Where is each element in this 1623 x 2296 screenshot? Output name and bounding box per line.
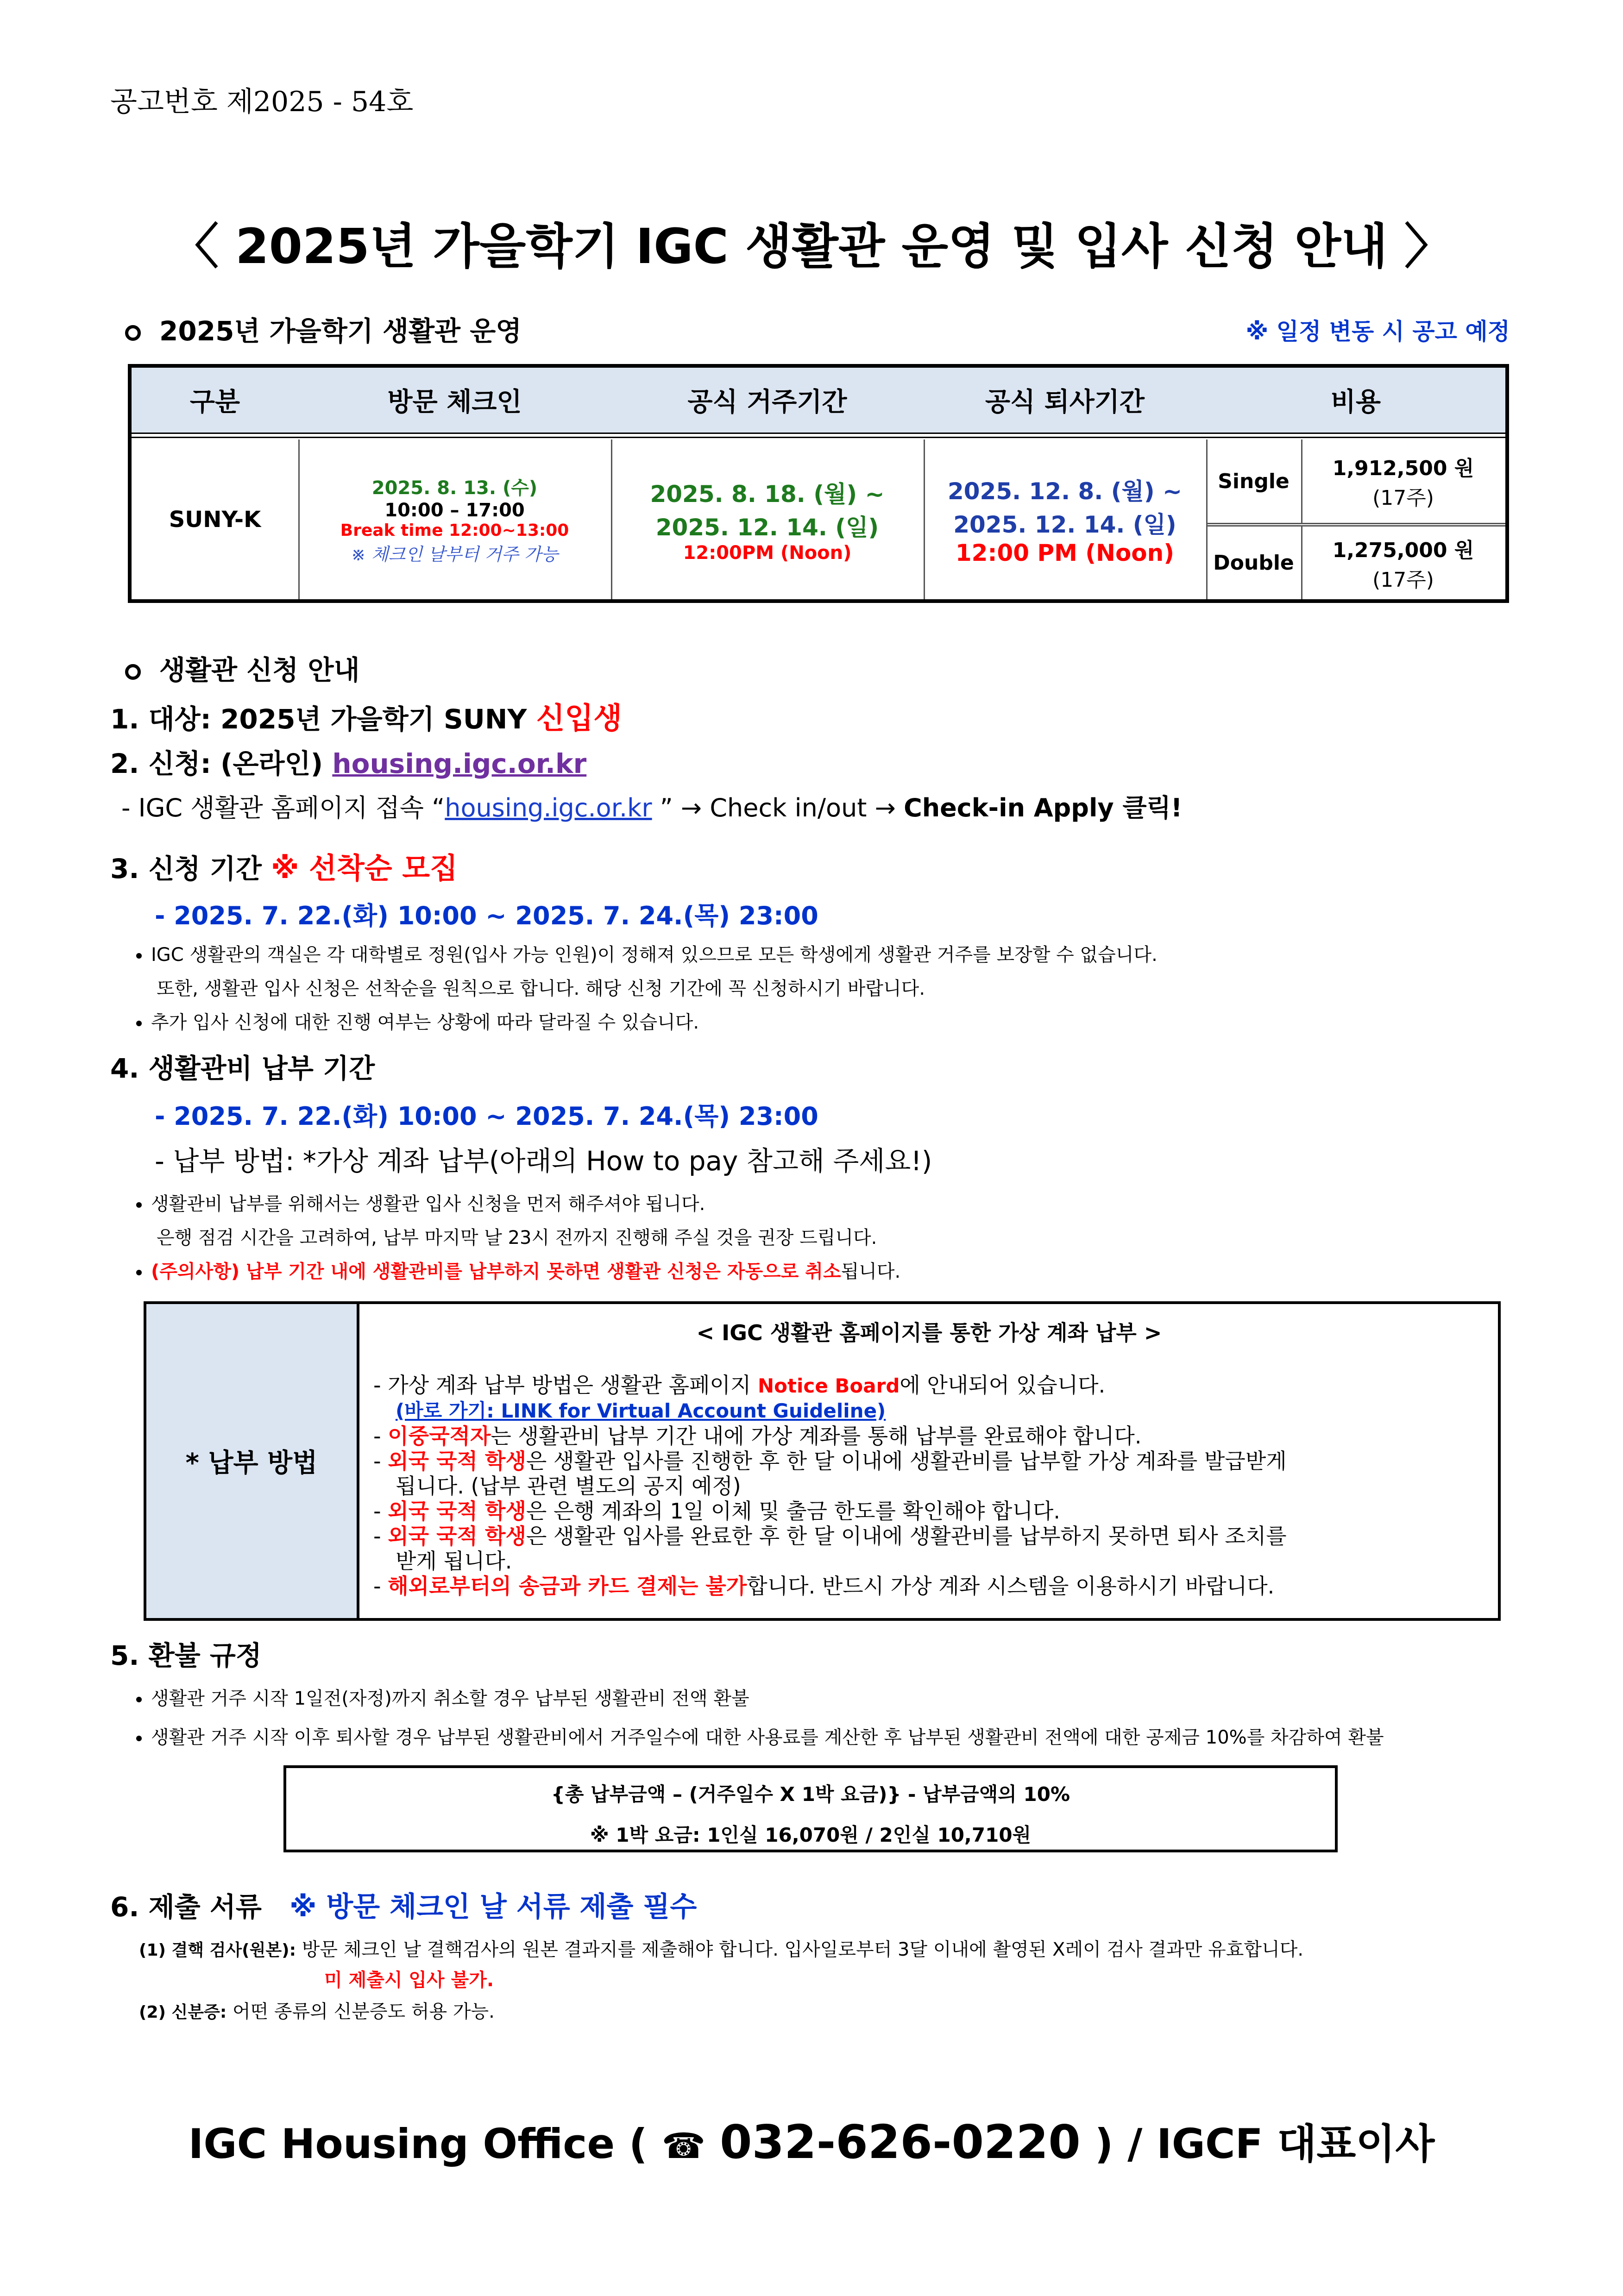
stay-time: 12:00PM (Noon) [683,542,852,564]
application-steps: - IGC 생활관 홈페이지 접속 “housing.igc.or.kr ” → Check in/out → Check-in Apply 클릭! [121,793,1183,822]
checkout-time: 12:00 PM (Noon) [955,539,1175,566]
item-application: 2. 신청: (온라인) housing.igc.or.kr [110,748,587,779]
payment-period: - 2025. 7. 22.(화) 10:00 ~ 2025. 7. 24.(목) 23:00 [155,1102,818,1131]
payment-box-label: * 납부 방법 [146,1304,359,1618]
phone-number: 032-626-0220 [719,2115,1081,2169]
payment-line-6-cont: 받게 됩니다. [396,1549,512,1574]
page-title: 〈 2025년 가을학기 IGC 생활관 운영 및 입사 신청 안내 〉 [170,218,1453,275]
item-refund: 5. 환불 규정 [110,1640,262,1671]
checkin-cell [298,439,612,599]
refund-rule-1: 생활관 거주 시작 1일전(자정)까지 취소할 경우 납부된 생활관비 전액 환불 [136,1684,749,1710]
footer-contact: IGC Housing Office ( ☎ 032-626-0220 ) / IGCF 대표이사 [188,2115,1435,2169]
payment-line-4-cont: 됩니다. (납부 관련 별도의 공지 예정) [396,1474,741,1499]
payment-line-1: - 가상 계좌 납부 방법은 생활관 홈페이지 Notice Board에 안내되어 있습니다. [373,1373,1106,1398]
housing-link-inline[interactable]: housing.igc.or.kr [445,793,652,822]
refund-rule-2: 생활관 거주 시작 이후 퇴사할 경우 납부된 생활관비에서 거주일수에 대한 사용료를 계산한 후 납부된 생활관비 전액에 대한 공제금 10%를 차감하여 환불 [136,1723,1384,1749]
period-note-1-cont: 또한, 생활관 입사 신청은 선착순을 원칙으로 합니다. 해당 신청 기간에 꼭 신청하시기 바랍니다. [157,978,925,999]
notice-number: 공고번호 제2025 - 54호 [110,86,414,118]
doc-tb-warning: 미 제출시 입사 불가. [324,1970,494,1991]
cost-cell [1206,439,1505,599]
refund-formula-box [283,1765,1338,1852]
room-type-single: Single [1206,439,1302,523]
schedule-change-note: ※ 일정 변동 시 공고 예정 [1246,318,1510,345]
circle-bullet-icon [125,664,141,680]
circle-bullet-icon [125,325,141,341]
payment-line-7: - 해외로부터의 송금과 카드 결제는 불가합니다. 반드시 가상 계좌 시스템을 이용하시기 바랍니다. [373,1574,1275,1599]
payment-box-title: < IGC 생활관 홈페이지를 통한 가상 계좌 납부 > [696,1320,1162,1345]
item-target: 1. 대상: 2025년 가을학기 SUNY 신입생 [110,702,623,736]
schedule-table [128,364,1509,603]
checkin-date: 2025. 8. 13. (수) [371,477,538,499]
payment-method: - 납부 방법: *가상 계좌 납부(아래의 How to pay 참고해 주세요!) [155,1145,932,1177]
room-type-double: Double [1206,527,1302,599]
section-heading-operation: 2025년 가을학기 생활관 운영 [125,309,522,348]
table-header-checkin: 방문 체크인 [298,368,612,433]
stay-end: 2025. 12. 14. (일) [655,514,879,541]
payment-line-5: - 외국 국적 학생은 은행 계좌의 1일 이체 및 출금 한도를 확인해야 합니다. [373,1499,1060,1524]
item-documents: 6. 제출 서류 ※ 방문 체크인 날 서류 제출 필수 [110,1891,697,1923]
table-header-stay: 공식 거주기간 [611,368,925,433]
period-note-1: IGC 생활관의 객실은 각 대학별로 정원(입사 가능 인원)이 정해져 있으므로 모든 학생에게 생활관 거주를 보장할 수 없습니다. [136,940,1157,966]
stay-cell [611,439,925,599]
payment-box-body [373,1373,1494,1599]
payment-note-1-cont: 은행 점검 시간을 고려하여, 납부 마지막 날 23시 전까지 진행해 주실 것을 권장 드립니다. [157,1227,877,1248]
header-divider [132,433,1505,438]
phone-icon: ☎ [661,2125,706,2166]
doc-id: (2) 신분증: 어떤 종류의 신분증도 허용 가능. [139,2001,495,2022]
payment-caution: (주의사항) 납부 기간 내에 생활관비를 납부하지 못하면 생활관 신청은 자동으로 취소됩니다. [136,1257,900,1283]
period-note-2: 추가 입사 신청에 대한 진행 여부는 상황에 따라 달라질 수 있습니다. [136,1008,699,1034]
doc-tb-test: (1) 결핵 검사(원본): 방문 체크인 날 결핵검사의 원본 결과지를 제출해야 합니다. 입사일로부터 3달 이내에 촬영된 X레이 검사 결과만 유효합니다. [139,1939,1304,1960]
item-period: 3. 신청 기간 ※ 선착순 모집 [110,851,458,885]
double-weeks: (17주) [1372,568,1434,592]
payment-method-box [144,1301,1501,1621]
payment-line-4: - 외국 국적 학생은 생활관 입사를 진행한 후 한 달 이내에 생활관비를 납부할 가상 계좌를 발급받게 [373,1449,1287,1474]
single-price: 1,912,500 원 [1332,457,1474,480]
double-price: 1,275,000 원 [1332,538,1474,562]
payment-note-1: 생활관비 납부를 위해서는 생활관 입사 신청을 먼저 해주셔야 됩니다. [136,1189,705,1216]
payment-line-6: - 외국 국적 학생은 생활관 입사를 완료한 후 한 달 이내에 생활관비를 납부하지 못하면 퇴사 조치를 [373,1524,1287,1549]
virtual-account-guide-link[interactable]: (바로 가기: LINK for Virtual Account Guideline) [396,1399,886,1422]
checkout-cell [924,439,1208,599]
stay-start: 2025. 8. 18. (월) ~ [650,480,885,508]
checkin-note: ※ 체크인 날부터 거주 가능 [351,544,559,565]
item-payment-period: 4. 생활관비 납부 기간 [110,1053,375,1084]
payment-line-3: - 이중국적자는 생활관비 납부 기간 내에 가상 계좌를 통해 납부를 완료해야 합니다. [373,1424,1142,1449]
checkin-time: 10:00 – 17:00 [384,500,525,521]
nightly-rate: ※ 1박 요금: 1인실 16,070원 / 2인실 10,710원 [590,1824,1032,1846]
checkout-end: 2025. 12. 14. (일) [953,511,1176,538]
checkin-break: Break time 12:00~13:00 [340,521,569,540]
housing-link[interactable]: housing.igc.or.kr [332,748,587,779]
section-heading-apply: 생활관 신청 안내 [125,648,360,687]
single-weeks: (17주) [1372,486,1434,510]
refund-formula: {총 납부금액 – (거주일수 X 1박 요금)} - 납부금액의 10% [551,1783,1070,1806]
table-header-category: 구분 [132,368,300,433]
cost-divider [1206,523,1505,527]
checkout-start: 2025. 12. 8. (월) ~ [947,477,1183,505]
double-cost [1301,527,1505,599]
single-cost [1301,439,1505,523]
table-header-checkout: 공식 퇴사기간 [924,368,1208,433]
row-label-suny-k: SUNY-K [132,439,300,599]
table-header-cost: 비용 [1206,368,1505,433]
application-period: - 2025. 7. 22.(화) 10:00 ~ 2025. 7. 24.(목) 23:00 [155,901,818,930]
